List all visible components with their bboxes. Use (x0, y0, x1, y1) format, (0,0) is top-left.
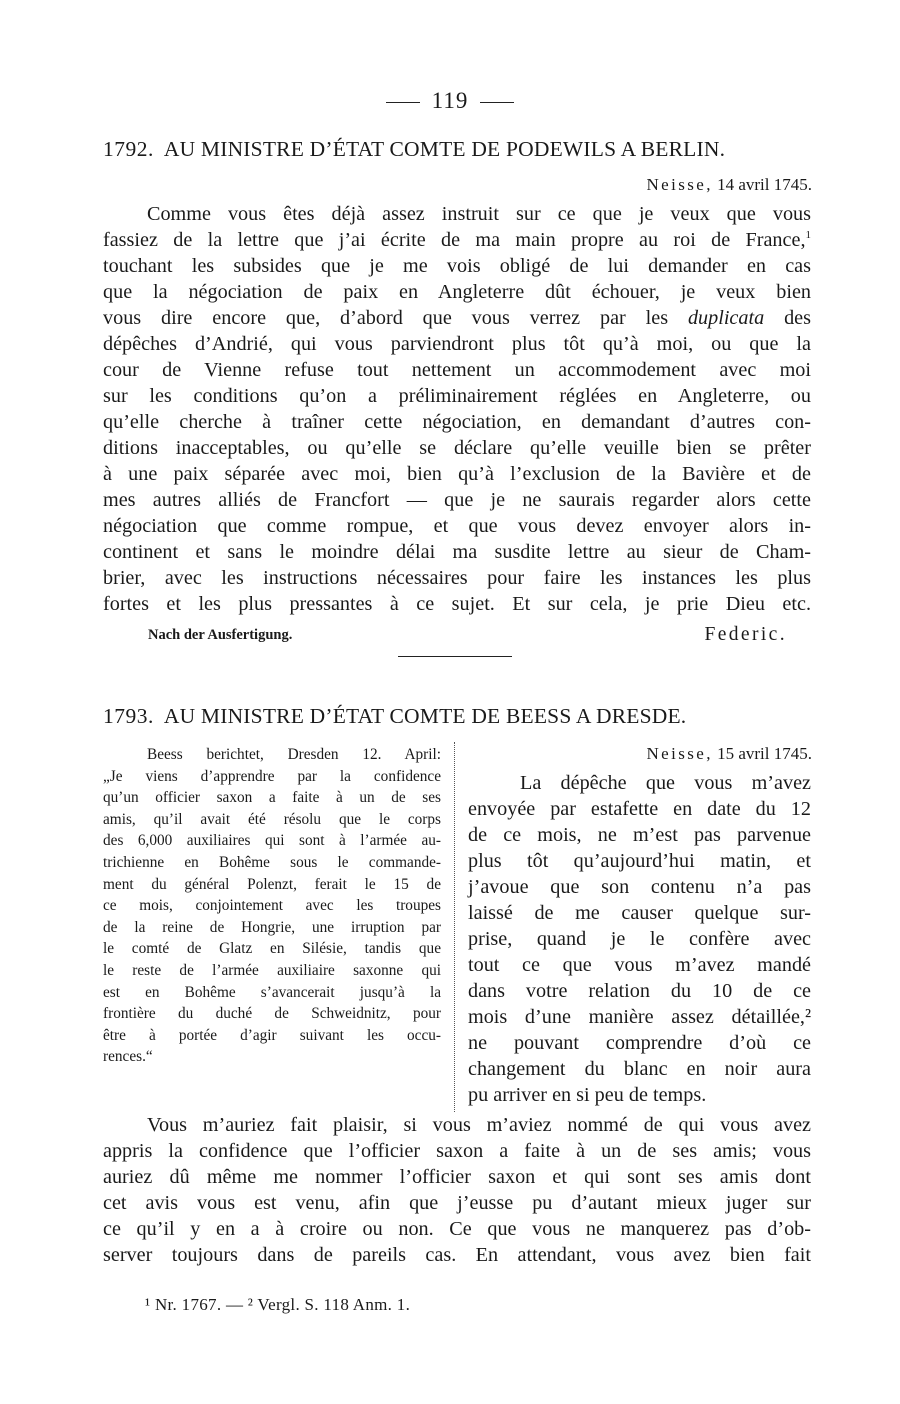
text-line: sur les conditions qu’on a préliminairement réglées en Angleterre, ou (103, 385, 811, 407)
text-line: fortes et les plus pressantes à ce sujet. Et sur cela, je prie Dieu etc. (103, 593, 811, 615)
letter-1793-heading (103, 704, 811, 729)
text-line: des 6,000 auxiliaires qui sont à l’armée au- (103, 832, 441, 850)
text-line: cet avis vous est venu, afin que j’eusse pu d’autant mieux juger sur (103, 1192, 811, 1214)
text-line: brier, avec les instructions nécessaires pour faire les instances les plus (103, 567, 811, 589)
text-line: rences.“ (103, 1048, 153, 1066)
signature: Federic. (704, 624, 787, 645)
text-line: amis, qu’il avait été résolu que le corps (103, 810, 441, 828)
section-rule (398, 656, 512, 657)
text-line: qu’elle cherche à traîner cette négociation, en demandant d’autres con- (103, 411, 811, 433)
text-line: ditions inacceptables, ou qu’elle se déclare qu’elle veuille bien se prêter (103, 437, 811, 459)
place: Neisse, (646, 744, 713, 763)
text-line: touchant les subsides que je me vois obligé de lui demander en cas (103, 255, 811, 277)
text-line: prise, quand je le confère avec (468, 928, 811, 950)
letter-1792-heading (103, 137, 811, 162)
letter-number: 1792. (103, 137, 154, 161)
dash-left (386, 102, 420, 103)
text-line: tout ce que vous m’avez mandé (468, 954, 811, 976)
text-line: Vous m’auriez fait plaisir, si vous m’aviez nommé de qui vous avez (147, 1114, 811, 1136)
place: Neisse, (646, 175, 713, 194)
text-line: La dépêche que vous m’avez (520, 772, 811, 794)
footnotes: ¹ Nr. 1767. — ² Vergl. S. 118 Anm. 1. (145, 1295, 411, 1314)
text-line: pu arriver en si peu de temps. (468, 1084, 707, 1106)
text-line: mois d’une manière assez détaillée,² (468, 1006, 811, 1028)
text-line: frontière du duché de Schweidnitz, pour (103, 1005, 441, 1023)
text-line: négociation que comme rompue, et que vous devez envoyer alors in- (103, 515, 811, 537)
text-line: plus tôt qu’aujourd’hui matin, et (468, 850, 811, 872)
letter-1793-opening-column (468, 770, 811, 1108)
text-line: à une paix séparée avec moi, bien qu’à l’exclusion de la Bavière et de (103, 463, 811, 485)
text-line: laissé de me causer quelque sur- (468, 902, 811, 924)
text-line: qu’un officier saxon a faite à un de ses (103, 789, 441, 807)
text-line: ne pouvant comprendre d’où ce (468, 1032, 811, 1054)
text-line: Beess berichtet, Dresden 12. April: (147, 746, 441, 763)
letter-number: 1793. (103, 704, 154, 728)
letter-1793-dateline (646, 744, 812, 764)
text-line: dépêches d’Andrié, qui vous parviendront plus tôt qu’à moi, ou que la (103, 333, 811, 355)
text-line: envoyée par estafette en date du 12 (468, 798, 811, 820)
letter-title: AU MINISTRE D’ÉTAT COMTE DE PODEWILS A BERLIN. (163, 137, 726, 161)
text-line: trichienne en Bohême sous le commande- (103, 853, 441, 871)
letter-title: AU MINISTRE D’ÉTAT COMTE DE BEESS A DRESDE. (163, 704, 687, 728)
text-line: le reste de l’armée auxiliaire saxonne qui (103, 961, 441, 979)
italic-term: duplicata (687, 307, 765, 329)
text-line: continent et sans le moindre délai ma susdite lettre au sieur de Cham- (103, 541, 811, 563)
text-line: ce mois, conjointement avec les troupes (103, 897, 441, 915)
dash-right (480, 102, 514, 103)
text-line: le comté de Glatz en Silésie, tandis que (103, 940, 441, 958)
text-line: ment du général Polenzt, ferait le 15 de (103, 875, 441, 893)
letter-1792-dateline (646, 175, 812, 195)
text-line: de ce mois, ne m’est pas parvenue (468, 824, 811, 846)
text-line: dans votre relation du 10 de ce (468, 980, 811, 1002)
page-number: 119 (0, 88, 900, 114)
text-line: être à portée d’agir suivant les occu- (103, 1026, 441, 1044)
date: 14 avril 1745. (717, 175, 812, 194)
text-line: est en Bohême s’avancerait jusqu’à la (103, 983, 441, 1001)
footnote-ref: 1 (805, 229, 811, 241)
text-line: appris la confidence que l’officier saxon a faite à un de ses amis; vous (103, 1140, 811, 1162)
text-line: ce qu’il y en a à croire ou non. Ce que vous ne manquerez pas d’ob- (103, 1218, 811, 1240)
text-line: Comme vous êtes déjà assez instruit sur ce que je veux que vous (147, 203, 811, 225)
text-line: de la reine de Hongrie, une irruption par (103, 918, 441, 936)
text-line: „Je viens d’apprendre par la confidence (103, 767, 441, 785)
text-line: fassiez de la lettre que j’ai écrite de ma main propre au roi de France,$^1$ (103, 229, 811, 251)
text-line: cour de Vienne refuse tout nettement un accommodement avec moi (103, 359, 811, 381)
letter-1793-body (103, 1112, 811, 1268)
text-line: vous dire encore que, d’abord que vous verrez par les duplicata des (103, 307, 811, 329)
report-summary-column (103, 744, 441, 1068)
text-line: que la négociation de paix en Angleterre dût échouer, je veux bien (103, 281, 811, 303)
column-divider (454, 742, 455, 1112)
letter-1792-body (103, 201, 811, 617)
source-note: Nach der Ausfertigung. (148, 627, 293, 643)
text-line: j’avoue que son contenu n’a pas (468, 876, 811, 898)
text-line: changement du blanc en noir aura (468, 1058, 811, 1080)
date: 15 avril 1745. (717, 744, 812, 763)
text-line: mes autres alliés de Francfort — que je ne saurais regarder alors cette (103, 489, 811, 511)
text-line: server toujours dans de pareils cas. En attendant, vous avez bien fait (103, 1244, 811, 1266)
text-line: auriez dû même me nommer l’officier saxon et qui sont ses amis dont (103, 1166, 811, 1188)
